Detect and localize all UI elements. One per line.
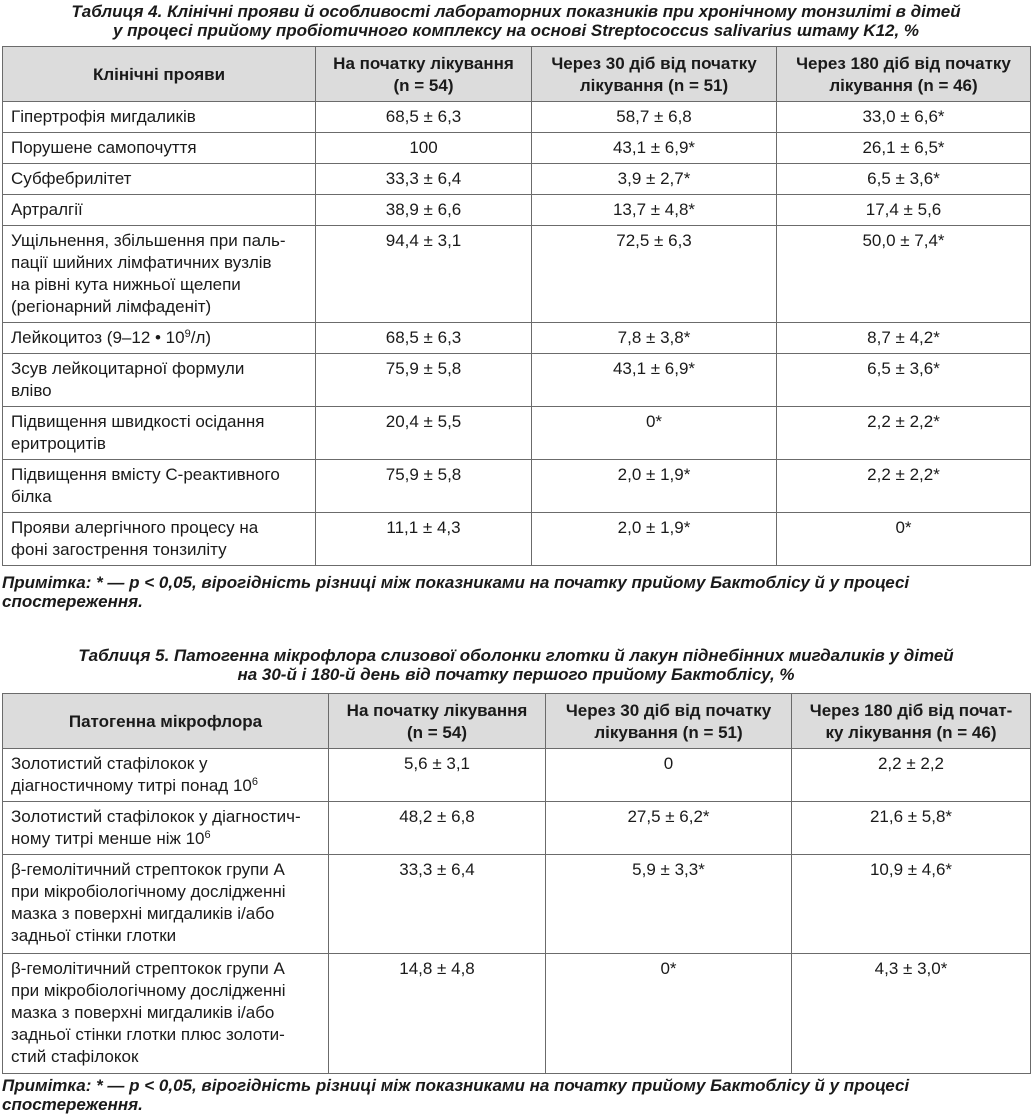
value-180days: 2,2 ± 2,2* [777, 407, 1031, 460]
table5-note-line1: Примітка: * — р < 0,05, вірогідність різниці між показниками на початку прийому Бактоблісу й у процесі [2, 1076, 910, 1095]
table4-header-start: На початку лікування (n = 54) [316, 47, 532, 102]
table4-header-30days: Через 30 діб від початку лікування (n = 51) [532, 47, 777, 102]
value-start: 94,4 ± 3,1 [316, 226, 532, 323]
row-label: Ущільнення, збільшення при паль- пації шийних лімфатичних вузлів на рівні кута нижньої щелепи (регіонарний лімфаденіт) [3, 226, 316, 323]
row-label: Підвищення вмісту С-реактивного білка [3, 460, 316, 513]
table5-caption-line2: на 30-й і 180-й день від початку першого прийому Бактоблісу, % [237, 665, 795, 684]
table4-caption-line2: у процесі прийому пробіотичного комплексу на основі Streptococcus salivarius штаму K12, % [112, 21, 920, 40]
value-30days: 13,7 ± 4,8* [532, 195, 777, 226]
table5-note [0, 1076, 1032, 1114]
table-row [3, 164, 1031, 195]
row-label: Лейкоцитоз (9–12 • $10^9/л$) [3, 323, 316, 354]
table5-header-180days: Через 180 діб від почат- ку лікування (n = 46) [792, 694, 1031, 749]
value-start: 75,9 ± 5,8 [316, 354, 532, 407]
value-30days: 3,9 ± 2,7* [532, 164, 777, 195]
value-start: 75,9 ± 5,8 [316, 460, 532, 513]
value-30days: 0* [532, 407, 777, 460]
table4-caption-line1: Таблиця 4. Клінічні прояви й особливості лабораторних показників при хронічному тонзиліті в дітей [71, 2, 961, 21]
table5-header-30days: Через 30 діб від початку лікування (n = 51) [546, 694, 792, 749]
table4 [2, 46, 1031, 566]
value-30days: 2,0 ± 1,9* [532, 513, 777, 566]
value-180days: 6,5 ± 3,6* [777, 354, 1031, 407]
table4-header-180days: Через 180 діб від початку лікування (n = 46) [777, 47, 1031, 102]
row-label: Золотистий стафілокок у діагностичному титрі понад $10^6$ [3, 749, 329, 802]
table-row [3, 354, 1031, 407]
value-180days: 10,9 ± 4,6* [792, 855, 1031, 954]
value-30days: 0* [546, 954, 792, 1074]
value-start: 20,4 ± 5,5 [316, 407, 532, 460]
value-180days: 4,3 ± 3,0* [792, 954, 1031, 1074]
table-row [3, 954, 1031, 1074]
value-30days: 0 [546, 749, 792, 802]
table5-note-line2: спостереження. [2, 1095, 143, 1114]
value-30days: 7,8 ± 3,8* [532, 323, 777, 354]
row-label: Прояви алергічного процесу на фоні загострення тонзиліту [3, 513, 316, 566]
value-180days: 2,2 ± 2,2 [792, 749, 1031, 802]
table-row [3, 323, 1031, 354]
table-row [3, 226, 1031, 323]
value-180days: 8,7 ± 4,2* [777, 323, 1031, 354]
row-label: Артралгії [3, 195, 316, 226]
value-180days: 50,0 ± 7,4* [777, 226, 1031, 323]
value-180days: 33,0 ± 6,6* [777, 102, 1031, 133]
value-start: 14,8 ± 4,8 [329, 954, 546, 1074]
value-start: 100 [316, 133, 532, 164]
value-start: 5,6 ± 3,1 [329, 749, 546, 802]
value-start: 68,5 ± 6,3 [316, 102, 532, 133]
row-label: β-гемолітичний стрептокок групи А при мікробіологічному дослідженні мазка з поверхні мигдаликів і/або задньої стінки глотки плюс золоти- стий стафілокок [3, 954, 329, 1074]
row-label: Гіпертрофія мигдаликів [3, 102, 316, 133]
value-180days: 26,1 ± 6,5* [777, 133, 1031, 164]
value-start: 48,2 ± 6,8 [329, 802, 546, 855]
table-row [3, 855, 1031, 954]
row-label: Зсув лейкоцитарної формули вліво [3, 354, 316, 407]
table-row [3, 802, 1031, 855]
table-row [3, 407, 1031, 460]
table-row [3, 133, 1031, 164]
value-30days: 43,1 ± 6,9* [532, 354, 777, 407]
table5-caption [0, 646, 1032, 684]
table5-caption-line1: Таблиця 5. Патогенна мікрофлора слизової оболонки глотки й лакун піднебінних мигдаликів у дітей [78, 646, 954, 665]
value-start: 33,3 ± 6,4 [329, 855, 546, 954]
value-180days: 6,5 ± 3,6* [777, 164, 1031, 195]
value-180days: 21,6 ± 5,8* [792, 802, 1031, 855]
table4-note-line1: Примітка: * — р < 0,05, вірогідність різниці між показниками на початку прийому Бактоблісу й у процесі [2, 573, 910, 592]
value-30days: 2,0 ± 1,9* [532, 460, 777, 513]
table-row [3, 195, 1031, 226]
table5-header-row [3, 694, 1031, 749]
table-row [3, 102, 1031, 133]
table5 [2, 693, 1031, 1074]
value-30days: 5,9 ± 3,3* [546, 855, 792, 954]
table-row [3, 460, 1031, 513]
table-row [3, 513, 1031, 566]
row-label: Субфебрилітет [3, 164, 316, 195]
table4-caption [0, 2, 1032, 40]
row-label: Підвищення швидкості осідання еритроцитів [3, 407, 316, 460]
table4-header-row [3, 47, 1031, 102]
table4-note-line2: спостереження. [2, 592, 143, 611]
value-180days: 2,2 ± 2,2* [777, 460, 1031, 513]
value-180days: 17,4 ± 5,6 [777, 195, 1031, 226]
value-180days: 0* [777, 513, 1031, 566]
value-30days: 58,7 ± 6,8 [532, 102, 777, 133]
row-label: β-гемолітичний стрептокок групи А при мікробіологічному дослідженні мазка з поверхні мигдаликів і/або задньої стінки глотки [3, 855, 329, 954]
value-30days: 43,1 ± 6,9* [532, 133, 777, 164]
row-label: Золотистий стафілокок у діагностич- ному титрі менше ніж $10^6$ [3, 802, 329, 855]
table-row [3, 749, 1031, 802]
row-label: Порушене самопочуття [3, 133, 316, 164]
value-start: 38,9 ± 6,6 [316, 195, 532, 226]
value-30days: 72,5 ± 6,3 [532, 226, 777, 323]
value-30days: 27,5 ± 6,2* [546, 802, 792, 855]
table5-header-start: На початку лікування (n = 54) [329, 694, 546, 749]
value-start: 11,1 ± 4,3 [316, 513, 532, 566]
value-start: 33,3 ± 6,4 [316, 164, 532, 195]
value-start: 68,5 ± 6,3 [316, 323, 532, 354]
table4-note [0, 573, 1032, 611]
table4-header-clinical: Клінічні прояви [3, 47, 316, 102]
table5-header-microflora: Патогенна мікрофлора [3, 694, 329, 749]
